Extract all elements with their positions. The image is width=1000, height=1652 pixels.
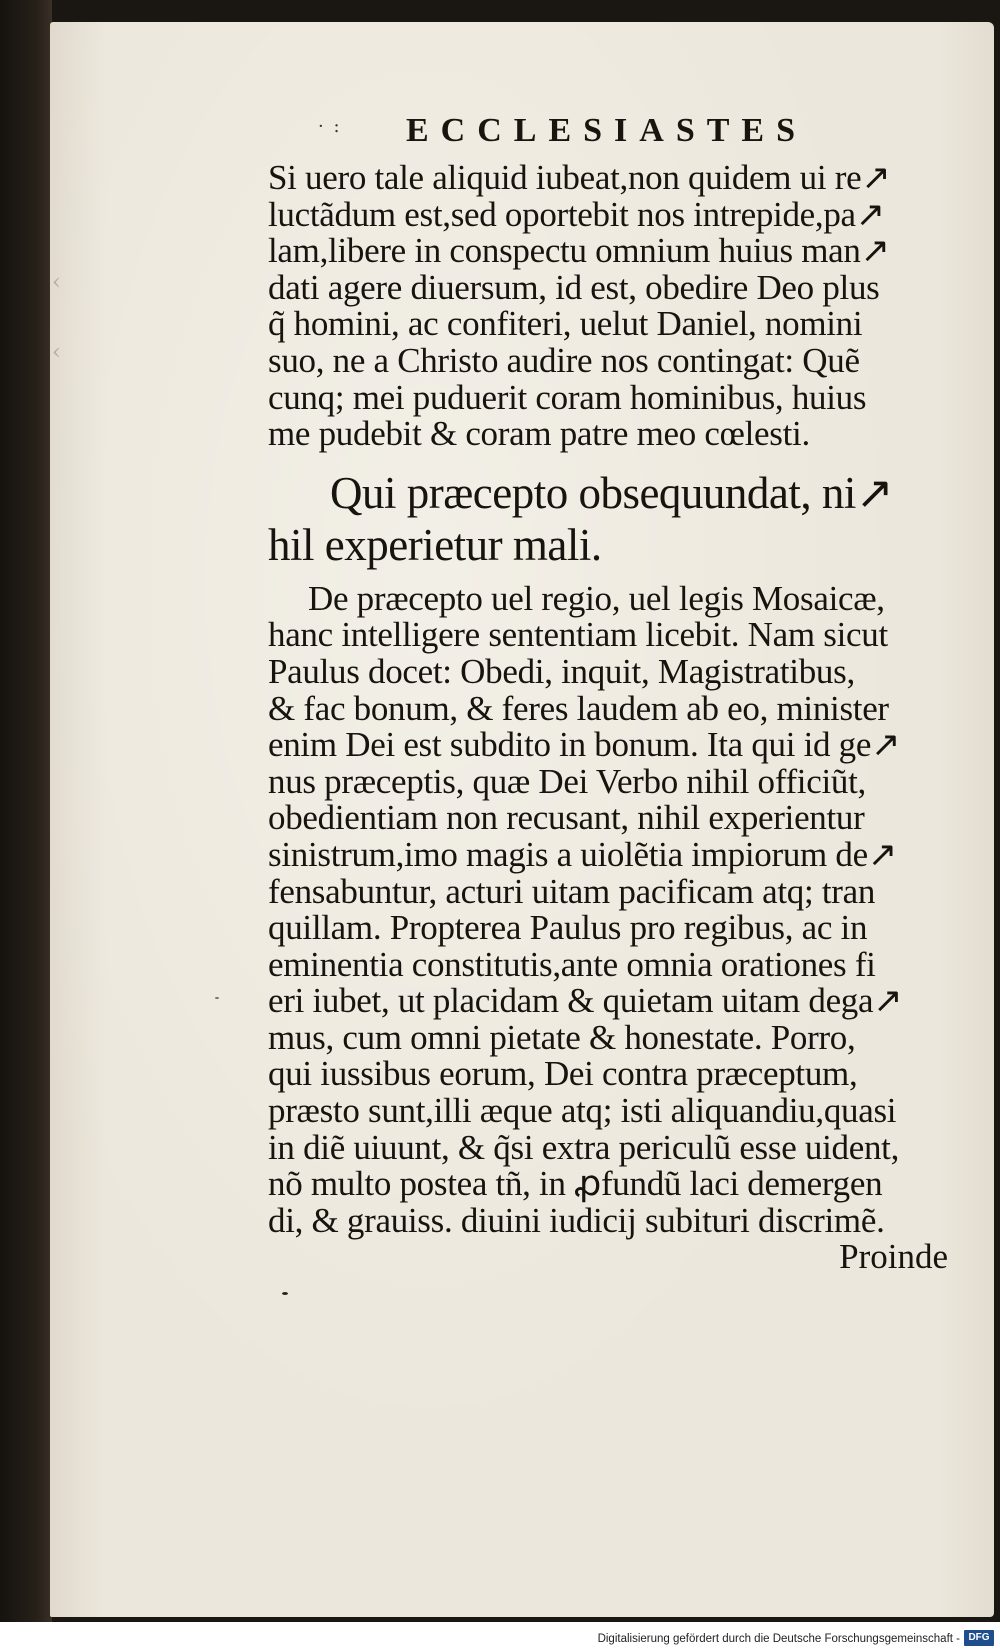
dfg-logo: DFG <box>964 1630 994 1646</box>
text-line: in diẽ uiuunt, & q̃si extra periculũ esse uident, <box>268 1127 900 1167</box>
text-line: nus præceptis, quæ Dei Verbo nihil officiũt, <box>268 761 866 801</box>
text-line: di, & grauiss. diuini iudicij subituri discrimẽ. <box>268 1200 885 1240</box>
paragraph-2 <box>268 578 948 1240</box>
text-line: Paulus docet: Obedi, inquit, Magistratibus, <box>268 651 855 691</box>
text-line: enim Dei est subdito in bonum. Ita qui id ge↗ <box>268 725 901 765</box>
text-line: præsto sunt,illi æque atq; isti aliquandiu,quasi <box>268 1091 897 1131</box>
text-line: luctãdum est,sed oportebit nos intrepide,pa↗ <box>268 194 885 234</box>
paragraph-1 <box>268 160 948 453</box>
ink-speck <box>215 997 219 999</box>
text-line: q̃ homini, ac confiteri, uelut Daniel, nomini <box>268 304 863 344</box>
heading-line: Qui præcepto obsequundat, ni↗ <box>330 467 894 518</box>
text-line: De præcepto uel regio, uel legis Mosaicæ, <box>308 578 885 618</box>
footer-bar <box>0 1622 1000 1652</box>
heading-line: hil experietur mali. <box>268 519 602 570</box>
text-line: fensabuntur, acturi uitam pacificam atq; tran <box>268 871 876 911</box>
text-line: & fac bonum, & feres laudem ab eo, minister <box>268 688 889 728</box>
catchword: Proinde <box>839 1237 948 1277</box>
ink-speck <box>282 1292 288 1295</box>
funding-credit: Digitalisierung gefördert durch die Deutsche Forschungsgemeinschaft - <box>597 1633 960 1645</box>
text-line: quillam. Propterea Paulus pro regibus, ac in <box>268 908 868 948</box>
text-line: eminentia constitutis,ante omnia orationes fi <box>268 944 876 984</box>
running-head-ornament: · : <box>318 116 342 137</box>
text-line: me pudebit & coram patre meo cœlesti. <box>268 414 810 454</box>
bleed-through-mark: ‹ <box>52 340 61 365</box>
text-line: dati agere diuersum, id est, obedire Deo plus <box>268 267 880 307</box>
text-line: hanc intelligere sententiam licebit. Nam sicut <box>268 615 888 655</box>
verse-heading <box>268 467 948 571</box>
body-text <box>268 160 948 1275</box>
running-head <box>0 112 1000 152</box>
text-line: sinistrum,imo magis a uiolẽtia impiorum de↗ <box>268 834 897 874</box>
text-line: qui iussibus eorum, Dei contra præceptum, <box>268 1054 858 1094</box>
text-line: mus, cum omni pietate & honestate. Porro, <box>268 1017 856 1057</box>
text-line: eri iubet, ut placidam & quietam uitam dega↗ <box>268 981 903 1021</box>
bleed-through-mark: ‹ <box>52 270 61 295</box>
text-line: suo, ne a Christo audire nos contingat: Quẽ <box>268 340 860 380</box>
text-line: Si uero tale aliquid iubeat,non quidem ui re↗ <box>268 158 891 197</box>
running-head-title: ECCLESIASTES <box>406 112 808 149</box>
text-line: obedientiam non recusant, nihil experientur <box>268 798 865 838</box>
text-line: cunq; mei puduerit coram hominibus, huius <box>268 377 867 417</box>
text-line: lam,libere in conspectu omnium huius man↗ <box>268 231 890 271</box>
text-line: nõ multo postea tñ, in ꝓfundũ laci demergen <box>268 1164 883 1204</box>
book-spine-shadow <box>0 0 52 1652</box>
